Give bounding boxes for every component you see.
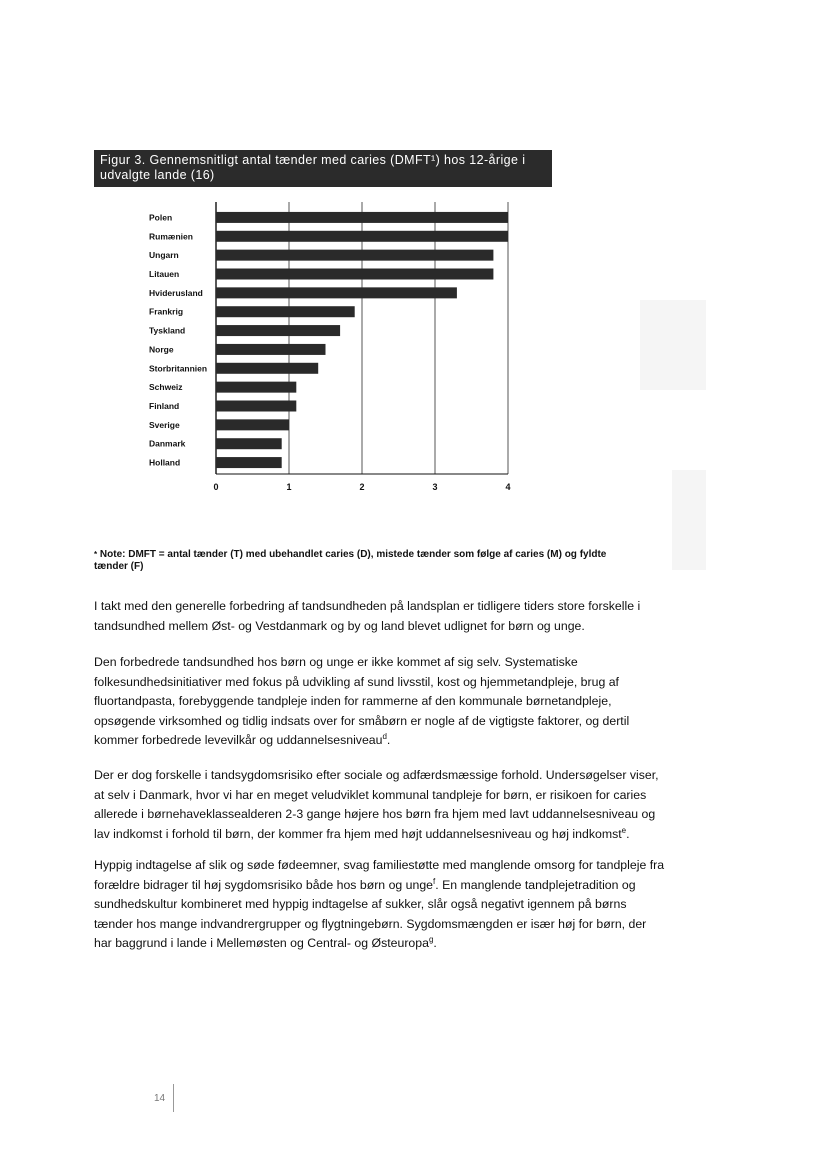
category-label: Litauen: [149, 269, 180, 279]
category-label: Frankrig: [149, 306, 184, 317]
paragraph-1-text: I takt med den generelle forbedring af tandsundheden på landsplan er tidligere tiders store forskelle i tandsundhed mellem Øst- og Vestdanmark og by og land blevet udlignet for børn og unge.: [94, 599, 641, 633]
bar: [216, 325, 340, 336]
bar: [216, 401, 296, 412]
bar: [216, 212, 508, 223]
note-marker: *: [94, 550, 98, 559]
page-number: 14: [154, 1093, 166, 1104]
x-tick-label: 4: [505, 482, 511, 492]
paragraph-2-text: Den forbedrede tandsundhed hos børn og unge er ikke kommet af sig selv. Systematiske folkesundhedsinitiativer med fokus på udvikling af sund livsstil, kost og hjemmetandpleje, brug af fluortandpasta, forebyggende tandpleje inden for rammerne af den kommunale børnetandpleje, opsøgende virksomhed og tidlig indsats over for småbørn er nogle af de vigtigste faktorer, og dertil kommer forbedrede levevilkår og uddannelsesniveau: [94, 655, 630, 747]
category-label: Norge: [149, 344, 174, 355]
x-tick-label: 0: [213, 482, 219, 492]
category-label: Hviderusland: [149, 287, 203, 298]
figure-title: Figur 3. Gennemsnitligt antal tænder med caries (DMFT¹) hos 12-årige i udvalgte lande (16): [94, 150, 552, 187]
footnote-ref-d: d: [382, 731, 387, 741]
category-label: Polen: [149, 212, 173, 223]
paragraph-4: Hyppig indtagelse af slik og søde fødeemner, svag familiestøtte med manglende omsorg for tandpleje fra forældre bidrager til høj sygdomsrisiko både hos børn og unge$^f$. En manglende tandplejetradition og sundhedskultur kombineret med hyppig indtagelse af sukker, slår også negativt igennem på børns tænder hos mange indvandrergrupper og flygtningebørn. Sygdomsmængden er især høj for børn, der har baggrund i lande i Mellemøsten og Central- og Østeuropa$^g$.: [94, 858, 665, 950]
bar-chart: [0, 0, 826, 540]
page-number-divider: [173, 1084, 174, 1112]
bar: [216, 250, 493, 261]
x-tick-label: 3: [432, 482, 438, 492]
footnote-ref-g: g: [428, 934, 434, 944]
bar: [216, 231, 508, 242]
category-label: Finland: [149, 401, 180, 411]
category-label: Danmark: [149, 438, 186, 449]
bar: [216, 287, 457, 298]
paragraph-4-text-a: Hyppig indtagelse af slik og søde fødeemner, svag familiestøtte med manglende omsorg for tandpleje fra forældre bidrager til høj sygdomsrisiko både hos børn og unge: [94, 858, 665, 892]
bar: [216, 363, 318, 374]
bar: [216, 269, 493, 280]
category-label: Tyskland: [149, 325, 186, 336]
category-label: Ungarn: [149, 250, 179, 261]
figure-note: [94, 549, 614, 573]
x-tick-label: 2: [359, 482, 365, 492]
category-label: Schweiz: [149, 382, 183, 393]
bar: [216, 382, 296, 393]
paragraph-4-text-b: . En manglende tandplejetradition og sundhedskultur kombineret med hyppig indtagelse af sukker, slår også negativt igennem på børns tænder hos mange indvandrergrupper og flygtningebørn. Sygdomsmængden er især høj for børn, der har baggrund i lande i Mellemøsten og Central- og Østeuropa: [94, 877, 647, 950]
paragraph-2: Den forbedrede tandsundhed hos børn og unge er ikke kommet af sig selv. Systematiske folkesundhedsinitiativer med fokus på udvikling af sund livsstil, kost og hjemmetandpleje, brug af fluortandpasta, forebyggende tandpleje inden for rammerne af den kommunale børnetandpleje, opsøgende virksomhed og tidlig indsats over for småbørn er nogle af de vigtigste faktorer, og dertil kommer forbedrede levevilkår og uddannelsesniveau$^d$.: [94, 655, 630, 747]
category-label: Holland: [149, 457, 181, 468]
bar: [216, 419, 289, 430]
category-label: Sverige: [149, 419, 180, 430]
footnote-ref-f: f: [433, 876, 436, 886]
paragraph-3: Der er dog forskelle i tandsygdomsrisiko efter sociale og adfærdsmæssige forhold. Undersøgelser viser, at selv i Danmark, hvor vi har en meget veludviklet kommunal tandpleje for børn, er risikoen for caries allerede i børnehaveklassealderen 2-3 gange højere hos børn fra hjem med lavt uddannelsesniveau og lav indkomst i forhold til børn, der kommer fra hjem med højt uddannelsesniveau og høj indkomst$^e$.: [94, 768, 659, 841]
bar: [216, 344, 326, 355]
footnote-ref-e: e: [621, 825, 627, 835]
x-tick-label: 1: [286, 482, 292, 492]
bar: [216, 306, 355, 317]
note-text: Note: DMFT = antal tænder (T) med ubehandlet caries (D), mistede tænder som følge af caries (M) og fyldte tænder (F): [94, 549, 607, 572]
category-label: Rumænien: [149, 231, 193, 242]
category-label: Storbritannien: [149, 363, 208, 374]
bar: [216, 457, 282, 468]
paragraph-1: [94, 597, 666, 636]
bar: [216, 438, 282, 449]
paragraph-3-text: Der er dog forskelle i tandsygdomsrisiko efter sociale og adfærdsmæssige forhold. Undersøgelser viser, at selv i Danmark, hvor vi har en meget veludviklet kommunal tandpleje for børn, er risikoen for caries allerede i børnehaveklassealderen 2-3 gange højere hos børn fra hjem med lavt uddannelsesniveau og lav indkomst i forhold til børn, der kommer fra hjem med højt uddannelsesniveau og høj indkomst: [94, 768, 659, 841]
